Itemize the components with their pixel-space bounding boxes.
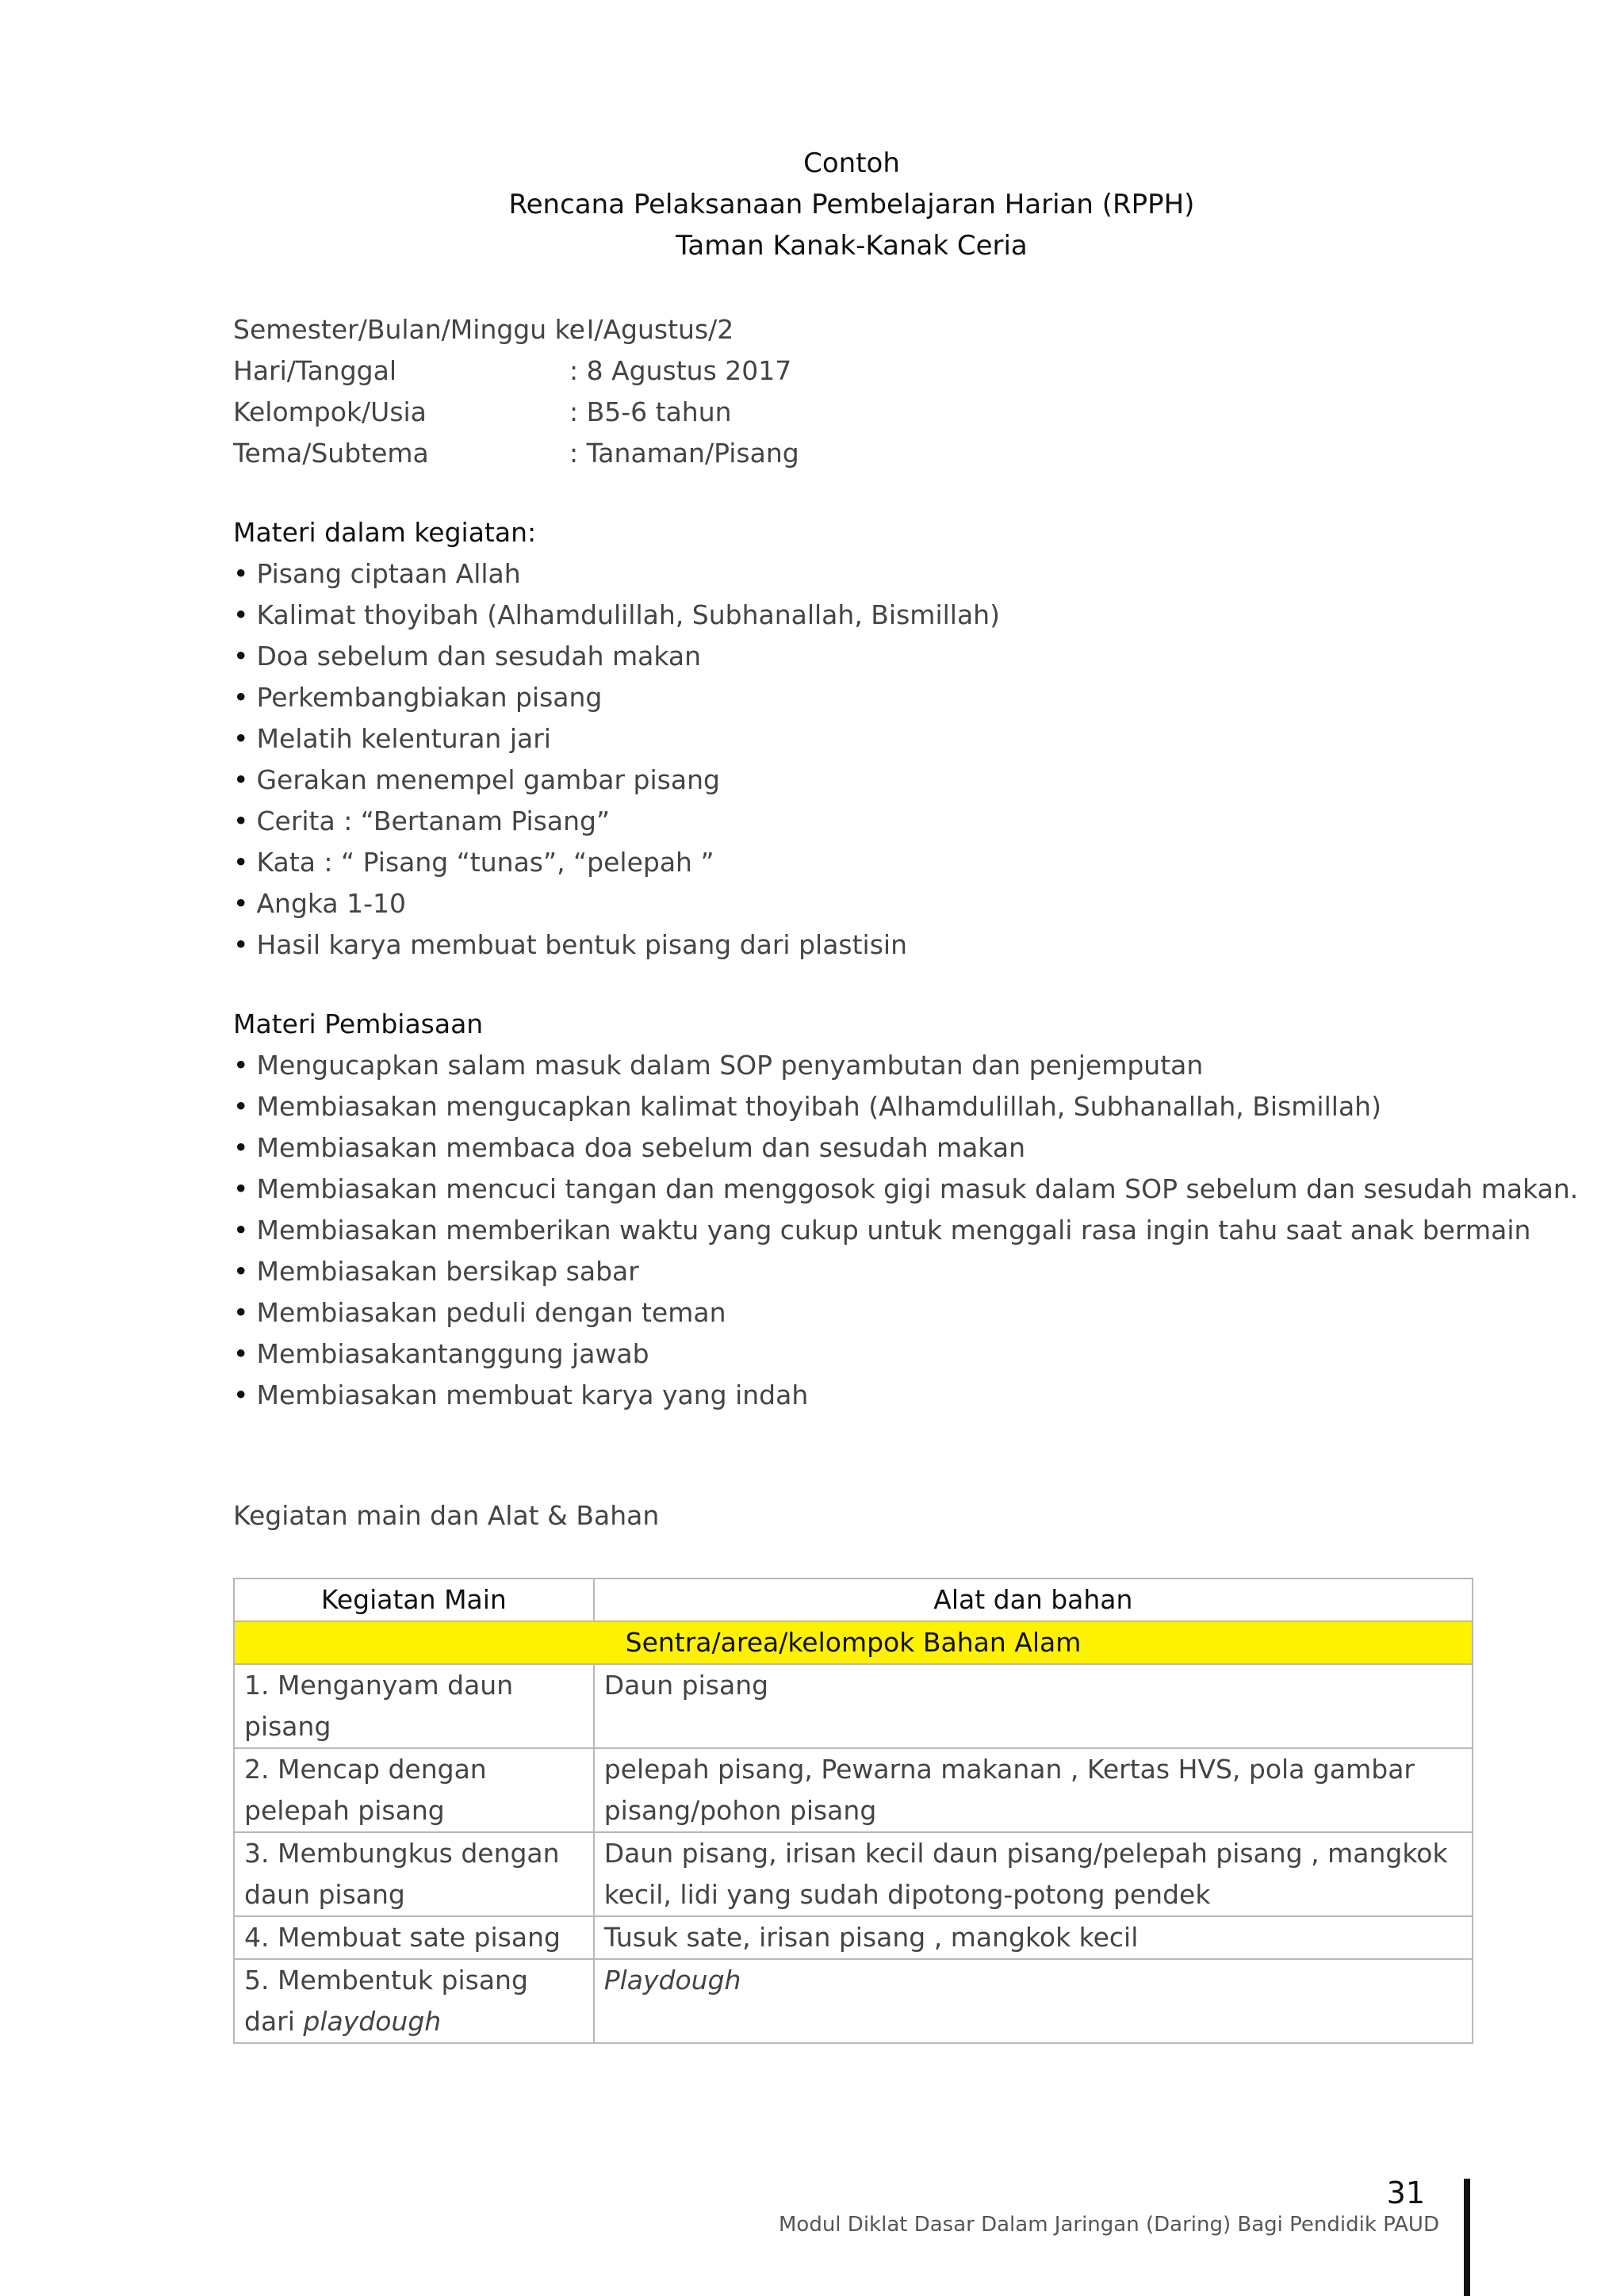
info-row — [233, 350, 799, 392]
info-label: Hari/Tanggal — [233, 355, 397, 386]
table-row — [234, 1664, 1473, 1748]
column-header: Alat dan bahan — [594, 1578, 1473, 1621]
list-item: • Membiasakan mencuci tangan dan menggosok gigi masuk dalam SOP sebelum dan sesudah makan. — [233, 1169, 1578, 1210]
list-item: • Hasil karya membuat bentuk pisang dari plastisin — [233, 924, 1000, 966]
info-row — [233, 309, 799, 350]
kegiatan-cell — [234, 1959, 594, 2043]
materi-pembiasaan-section — [233, 1004, 1578, 1416]
bullet-list — [233, 553, 1000, 966]
list-item: • Gerakan menempel gambar pisang — [233, 760, 1000, 801]
kegiatan-cell: 4. Membuat sate pisang — [234, 1916, 594, 1959]
info-value: : I/Agustus/2 — [569, 314, 734, 345]
list-item: • Cerita : “Bertanam Pisang” — [233, 801, 1000, 842]
kegiatan-cell: 3. Membungkus dengan daun pisang — [234, 1832, 594, 1916]
list-item: • Perkembangbiakan pisang — [233, 677, 1000, 718]
title-line-3: Taman Kanak-Kanak Ceria — [676, 230, 1028, 262]
alat-italic-text: Playdough — [603, 1965, 741, 1996]
list-item: • Membiasakan peduli dengan teman — [233, 1292, 1578, 1334]
list-item: • Pisang ciptaan Allah — [233, 553, 1000, 595]
kegiatan-cell: 1. Menganyam daun pisang — [234, 1664, 594, 1748]
list-item: • Kalimat thoyibah (Alhamdulillah, Subhanallah, Bismillah) — [233, 595, 1000, 636]
info-row — [233, 433, 799, 474]
alat-cell: Tusuk sate, irisan pisang , mangkok kecil — [594, 1916, 1473, 1959]
info-value: : 8 Agustus 2017 — [569, 355, 792, 386]
table-header-row — [234, 1578, 1473, 1621]
info-label: Tema/Subtema — [233, 438, 429, 469]
footer-divider-bar — [1464, 2179, 1470, 2296]
footer-text: Modul Diklat Dasar Dalam Jaringan (Daring) Bagi Pendidik PAUD — [778, 2213, 1439, 2237]
list-item: • Doa sebelum dan sesudah makan — [233, 636, 1000, 677]
title-line-2: Rencana Pelaksanaan Pembelajaran Harian (RPPH) — [508, 189, 1195, 220]
info-label: Kelompok/Usia — [233, 396, 427, 427]
list-item: • Membiasakan membaca doa sebelum dan sesudah makan — [233, 1127, 1578, 1169]
page-number: 31 — [1386, 2175, 1425, 2210]
title-line-1: Contoh — [803, 147, 900, 179]
kegiatan-table — [233, 1578, 1473, 2044]
info-value: : B5-6 tahun — [569, 396, 732, 427]
list-item: • Membiasakan mengucapkan kalimat thoyibah (Alhamdulillah, Subhanallah, Bismillah) — [233, 1086, 1578, 1127]
alat-cell: pelepah pisang, Pewarna makanan , Kertas HVS, pola gambar pisang/pohon pisang — [594, 1748, 1473, 1832]
section-heading: Materi Pembiasaan — [233, 1008, 484, 1039]
list-item: • Membiasakantanggung jawab — [233, 1334, 1578, 1375]
section-heading: Materi dalam kegiatan: — [233, 517, 537, 548]
list-item: • Kata : “ Pisang “tunas”, “pelepah ” — [233, 842, 1000, 883]
sentra-label: Sentra/area/kelompok Bahan Alam — [234, 1621, 1473, 1664]
table-row — [234, 1916, 1473, 1959]
materi-kegiatan-section — [233, 512, 1000, 966]
bullet-list — [233, 1045, 1578, 1416]
table-row — [234, 1959, 1473, 2043]
list-item: • Membiasakan membuat karya yang indah — [233, 1375, 1578, 1416]
sentra-row — [234, 1621, 1473, 1664]
list-item: • Mengucapkan salam masuk dalam SOP penyambutan dan penjemputan — [233, 1045, 1578, 1086]
table-row — [234, 1832, 1473, 1916]
info-label: Semester/Bulan/Minggu ke — [233, 314, 585, 345]
list-item: • Angka 1-10 — [233, 883, 1000, 924]
list-item: • Membiasakan memberikan waktu yang cukup untuk menggali rasa ingin tahu saat anak bermain — [233, 1210, 1578, 1251]
kegiatan-cell: 2. Mencap dengan pelepah pisang — [234, 1748, 594, 1832]
list-item: • Melatih kelenturan jari — [233, 718, 1000, 760]
document-title — [0, 143, 1624, 266]
column-header: Kegiatan Main — [234, 1578, 594, 1621]
info-value: : Tanaman/Pisang — [569, 438, 799, 469]
kegiatan-italic-text: playdough — [303, 2006, 442, 2037]
info-row — [233, 392, 799, 433]
kegiatan-text: 5. Membentuk pisang dari — [244, 1965, 528, 2037]
alat-cell: Daun pisang — [594, 1664, 1473, 1748]
info-block — [233, 309, 799, 474]
alat-cell — [594, 1959, 1473, 2043]
alat-cell: Daun pisang, irisan kecil daun pisang/pelepah pisang , mangkok kecil, lidi yang sudah dipotong-potong pendek — [594, 1832, 1473, 1916]
list-item: • Membiasakan bersikap sabar — [233, 1251, 1578, 1292]
table-caption: Kegiatan main dan Alat & Bahan — [233, 1500, 660, 1531]
table-row — [234, 1748, 1473, 1832]
